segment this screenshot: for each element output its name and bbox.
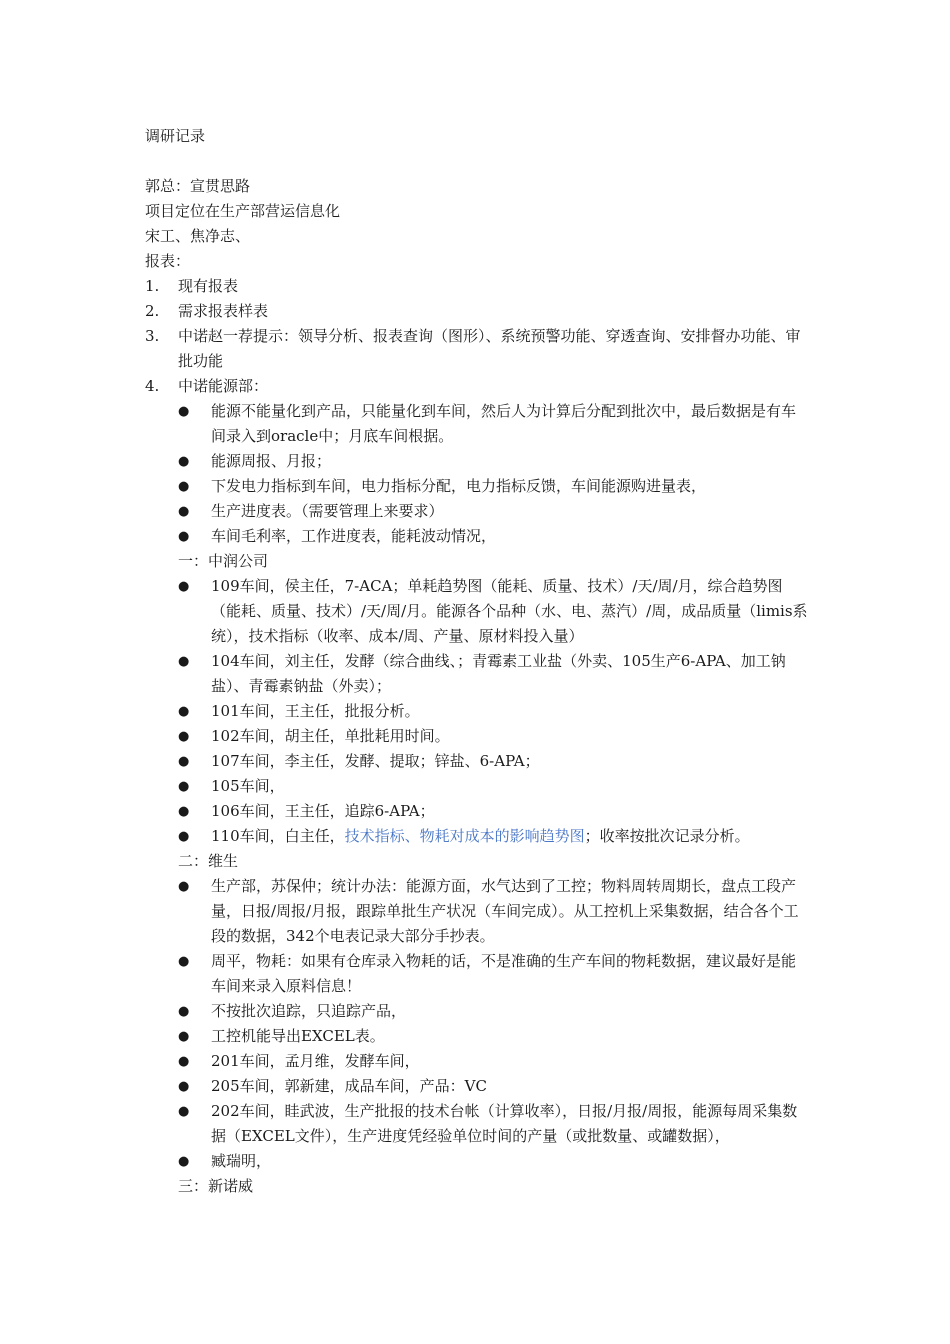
bullet-icon: ● <box>178 879 190 894</box>
list-item <box>145 1024 810 1049</box>
item-text: 工控机能导出EXCEL表。 <box>211 1027 385 1045</box>
item-text: 能源周报、月报； <box>211 452 332 470</box>
intro-line: 郭总：宣贯思路 <box>145 177 251 195</box>
list-item <box>145 799 810 824</box>
bullet-icon: ● <box>178 1154 190 1169</box>
item-text: 生产进度表。（需要管理上来要求） <box>211 502 444 520</box>
section-heading: 二：维生 <box>178 852 239 870</box>
bullet-icon: ● <box>178 804 190 819</box>
list-item <box>145 949 810 999</box>
list-item <box>145 499 810 524</box>
intro-line: 宋工、焦净志、 <box>145 227 251 245</box>
energy-bullet-list <box>145 399 810 549</box>
blank-line <box>145 149 810 174</box>
bullet-icon: ● <box>178 479 190 494</box>
numbered-item: 4. 中诺能源部： <box>145 377 269 395</box>
bullet-icon: ● <box>178 1104 190 1119</box>
list-item <box>145 824 810 849</box>
list-item <box>145 574 810 649</box>
list-item <box>145 1149 810 1174</box>
bullet-icon: ● <box>178 1004 190 1019</box>
item-text: 能源不能量化到产品，只能量化到车间，然后人为计算后分配到批次中，最后数据是有车间录入到oracle中；月底车间根据。 <box>211 402 797 445</box>
bullet-icon: ● <box>178 529 190 544</box>
list-item <box>145 1099 810 1149</box>
list-item <box>145 724 810 749</box>
item-text: 202车间，眭武波，生产批报的技术台帐（计算收率），日报/月报/周报，能源每周采集数据（EXCEL文件），生产进度凭经验单位时间的产量（或批数量、或罐数据）， <box>211 1102 798 1145</box>
item-text: 105车间， <box>211 777 285 795</box>
item-text: 车间毛利率，工作进度表，能耗波动情况， <box>211 527 497 545</box>
item-text: 201车间，孟月维，发酵车间， <box>211 1052 420 1070</box>
item-text: 102车间，胡主任，单批耗用时间。 <box>211 727 450 745</box>
bullet-icon: ● <box>178 729 190 744</box>
list-item <box>145 449 810 474</box>
item-text: 106车间，王主任，追踪6-APA； <box>211 802 435 820</box>
bullet-icon: ● <box>178 1029 190 1044</box>
item-text: 104车间，刘主任，发酵（综合曲线、；青霉素工业盐（外卖、105生产6-APA、加工钠盐）、青霉素钠盐（外卖）； <box>211 652 786 695</box>
item-text: 205车间，郭新建，成品车间，产品：VC <box>211 1077 487 1095</box>
intro-line: 项目定位在生产部营运信息化 <box>145 202 341 220</box>
intro-line: 报表： <box>145 252 191 270</box>
item-text: 101车间，王主任，批报分析。 <box>211 702 420 720</box>
list-item <box>145 874 810 949</box>
bullet-icon: ● <box>178 654 190 669</box>
section-heading: 三：新诺威 <box>178 1177 254 1195</box>
section-heading: 一：中润公司 <box>178 552 269 570</box>
bullet-icon: ● <box>178 504 190 519</box>
bullet-icon: ● <box>178 579 190 594</box>
bullet-icon: ● <box>178 954 190 969</box>
zhongrun-bullet-list <box>145 574 810 824</box>
item-text: 周平，物耗：如果有仓库录入物耗的话，不是准确的生产车间的物耗数据，建议最好是能车间来录入原料信息！ <box>211 952 797 995</box>
item-text: 110车间，白主任， <box>211 827 345 845</box>
bullet-icon: ● <box>178 829 190 844</box>
document-body <box>145 124 810 1199</box>
list-item <box>145 1049 810 1074</box>
bullet-icon: ● <box>178 704 190 719</box>
highlighted-text: 技术指标、物耗对成本的影响趋势图 <box>344 827 585 845</box>
weisheng-bullet-list <box>145 874 810 1174</box>
bullet-icon: ● <box>178 754 190 769</box>
item-text: ；收率按批次记录分析。 <box>584 827 750 845</box>
list-item <box>145 699 810 724</box>
numbered-item: 1. 现有报表 <box>145 277 239 295</box>
numbered-item: 2. 需求报表样表 <box>145 302 269 320</box>
bullet-icon: ● <box>178 779 190 794</box>
item-text: 下发电力指标到车间，电力指标分配，电力指标反馈，车间能源购进量表， <box>211 477 707 495</box>
bullet-icon: ● <box>178 404 190 419</box>
item-text: 107车间，李主任，发酵、提取；锌盐、6-APA； <box>211 752 540 770</box>
item-text: 不按批次追踪，只追踪产品， <box>211 1002 407 1020</box>
list-item <box>145 524 810 549</box>
list-item <box>145 1074 810 1099</box>
bullet-icon: ● <box>178 1054 190 1069</box>
list-item <box>145 999 810 1024</box>
item-text: 生产部，苏保仲；统计办法：能源方面，水气达到了工控；物料周转周期长，盘点工段产量，日报/周报/月报，跟踪单批生产状况（车间完成）。从工控机上采集数据，结合各个工段的数据，342个电表记录大部分手抄表。 <box>211 877 799 945</box>
doc-title: 调研记录 <box>145 127 206 145</box>
bullet-icon: ● <box>178 1079 190 1094</box>
list-item <box>145 749 810 774</box>
numbered-item: 3. 中诺赵一荐提示：领导分析、报表查询（图形）、系统预警功能、穿透查询、安排督办功能、审批功能 <box>145 327 801 370</box>
bullet-icon: ● <box>178 454 190 469</box>
item-text: 109车间，侯主任，7-ACA；单耗趋势图（能耗、质量、技术）/天/周/月，综合趋势图（能耗、质量、技术）/天/周/月。能源各个品种（水、电、蒸汽）/周，成品质量（limis系统），技术指标（收率、成本/周、产量、原材料投入量） <box>211 577 808 645</box>
list-item <box>145 399 810 449</box>
item-text: 臧瑞明， <box>211 1152 272 1170</box>
list-item <box>145 474 810 499</box>
list-item <box>145 774 810 799</box>
list-item <box>145 649 810 699</box>
